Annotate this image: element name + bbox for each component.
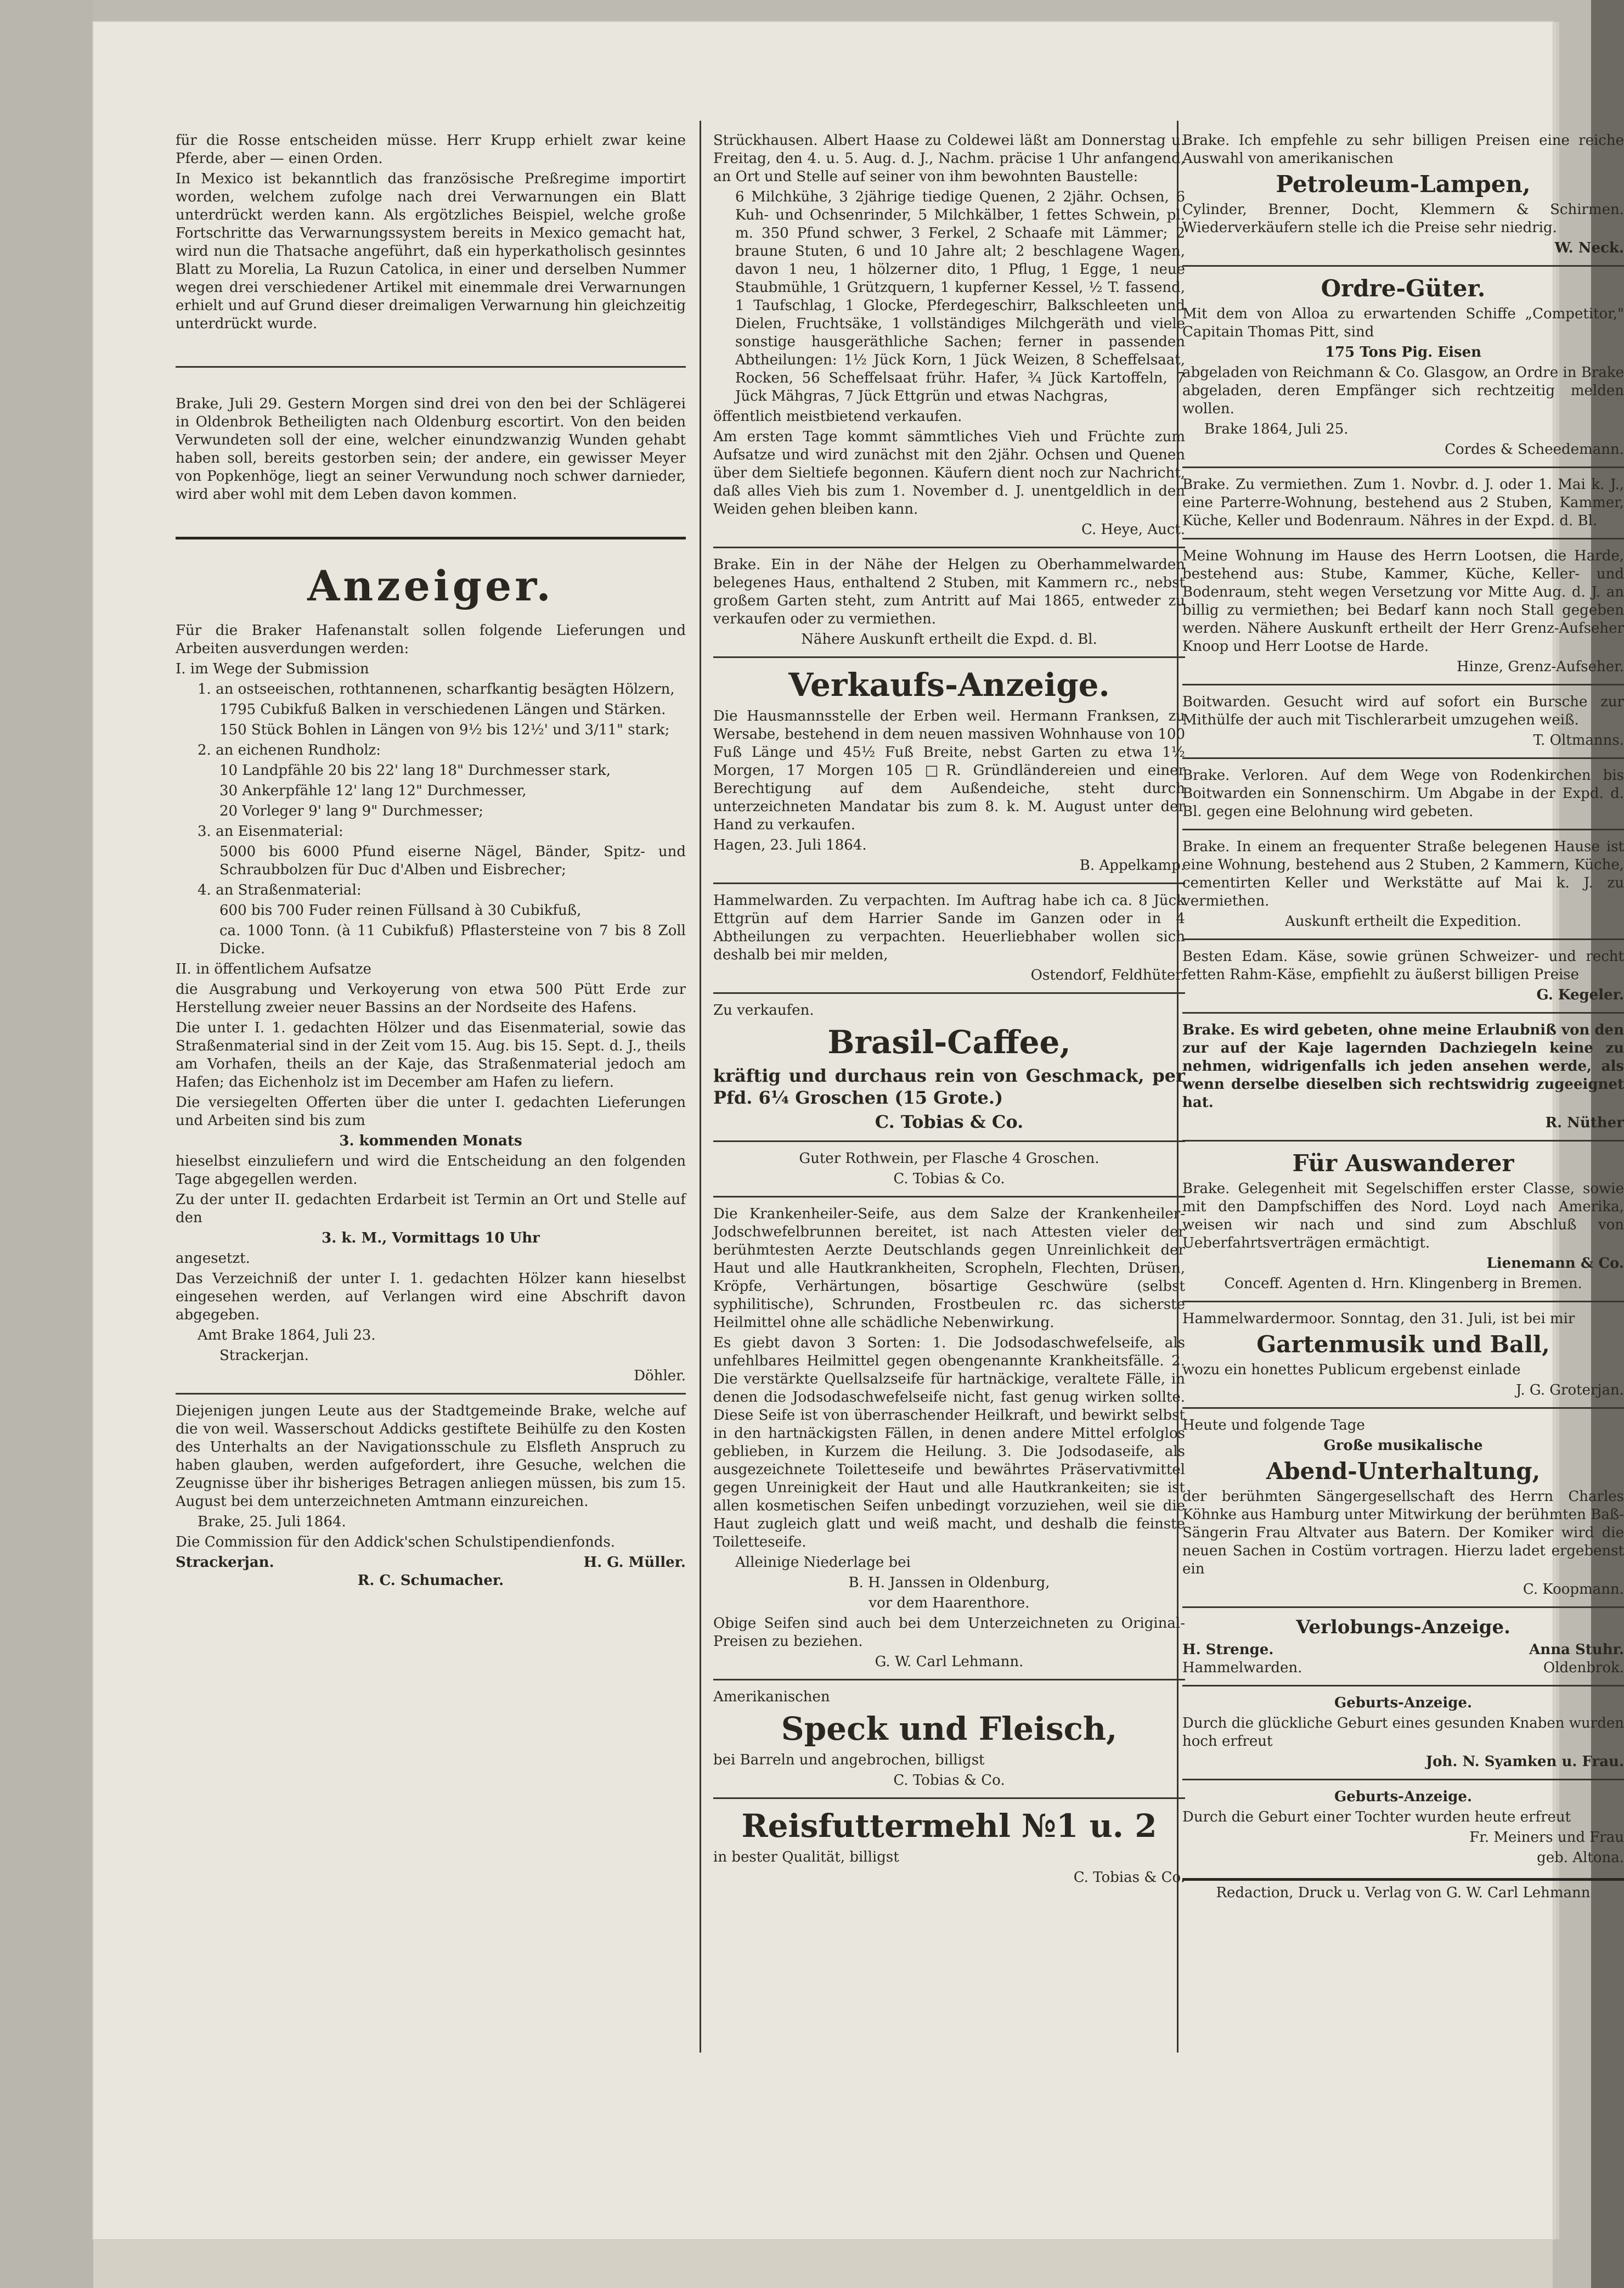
column-right bbox=[1182, 132, 1624, 2118]
tender-item-3: 3. an Eisenmaterial: bbox=[198, 823, 343, 840]
newspaper-page bbox=[93, 22, 1624, 2239]
lamp-ad-details: Cylinder, Brenner, Docht, Klemmern & Schirmen. Wiederverkäufern stelle ich die Preise sehr niedrig. bbox=[1182, 201, 1624, 236]
lease-signer: Ostendorf, Feldhüter. bbox=[1030, 967, 1185, 983]
heading-speck-fleisch: Speck und Fleisch, bbox=[781, 1710, 1118, 1747]
tender-item-1a: 1795 Cubikfuß Balken in verschiedenen Längen und Stärken. bbox=[219, 701, 666, 718]
heading-reisfuttermehl: Reisfuttermehl №1 u. 2 bbox=[741, 1807, 1157, 1845]
heading-verkaufs-anzeige: Verkaufs-Anzeige. bbox=[788, 666, 1110, 704]
lost-notice: Brake. Verloren. Auf dem Wege von Rodenkirchen bis Boitwarden ein Sonnenschirm. Um Abgabe in der Expd. d. Bl. gegen eine Belohnung wird gebeten. bbox=[1182, 767, 1624, 820]
bacon-desc: bei Barreln und angebrochen, billigst bbox=[713, 1752, 985, 1768]
stacked-pages-edge bbox=[93, 2239, 1553, 2288]
stipend-signer-2: H. G. Müller. bbox=[583, 1554, 686, 1571]
emigrant-ad: Brake. Gelegenheit mit Segelschiffen erster Classe, sowie mit den Dampfschiffen des Nord. Loyd nach Amerika, weisen wir nach und sind zum Abschluß von Ueberfahrtsverträgen ermächtigt. bbox=[1182, 1180, 1624, 1251]
heading-ordre-gueter: Ordre-Güter. bbox=[1321, 275, 1486, 302]
wanted-notice: Boitwarden. Gesucht wird auf sofort ein Bursche zur Mithülfe der auch mit Tischlerarbeit umzugehen weiß. bbox=[1182, 694, 1624, 728]
divider bbox=[1182, 938, 1624, 940]
concert-subtitle: Große musikalische bbox=[1323, 1437, 1483, 1454]
engagement-names bbox=[1182, 1641, 1624, 1659]
lease-notice: Hammelwarden. Zu verpachten. Im Auftrag habe ich ca. 8 Jück Ettgrün auf dem Harrier Sande im Ganzen oder in 4 Abtheilungen zu verpachten. Heuerliebhaber wollen sich deshalb bei mir melden, bbox=[713, 892, 1185, 963]
tender-item-2a: 10 Landpfähle 20 bis 22' lang 18" Durchmesser stark, bbox=[219, 762, 611, 779]
heading-gartenmusik: Gartenmusik und Ball, bbox=[1256, 1331, 1550, 1358]
tender-signer-2: Döhler. bbox=[634, 1368, 686, 1384]
divider bbox=[713, 882, 1185, 884]
divider bbox=[713, 1797, 1185, 1799]
cargo-date: Brake 1864, Juli 25. bbox=[1204, 421, 1349, 437]
tender-II-text: die Ausgrabung und Verkoyerung von etwa 500 Pütt Erde zur Herstellung zweier neuer Bassins an der Nordseite des Hafens. bbox=[176, 981, 686, 1016]
house-sale-info: Nähere Auskunft ertheilt die Expd. d. Bl. bbox=[801, 631, 1097, 648]
heading-birth-1: Geburts-Anzeige. bbox=[1334, 1695, 1472, 1711]
ball-host: J. G. Groterjan. bbox=[1516, 1382, 1624, 1398]
column-middle bbox=[713, 132, 1185, 2118]
divider bbox=[1182, 1606, 1624, 1608]
engagement-place-2: Oldenbrok. bbox=[1543, 1660, 1624, 1676]
cargo-notice: Mit dem von Alloa zu erwartenden Schiffe „Competitor," Capitain Thomas Pitt, sind bbox=[1182, 306, 1624, 340]
rice-seller: C. Tobias & Co. bbox=[1073, 1869, 1185, 1886]
tender-item-2b: 30 Ankerpfähle 12' lang 12" Durchmesser, bbox=[219, 783, 527, 799]
tender-intro: Für die Braker Hafenanstalt sollen folgende Lieferungen und Arbeiten ausverdungen werden: bbox=[176, 622, 686, 657]
stipend-signer-3: R. C. Schumacher. bbox=[357, 1572, 504, 1589]
heading-fuer-auswanderer: Für Auswanderer bbox=[1292, 1150, 1514, 1177]
tender-item-3a: 5000 bis 6000 Pfund eiserne Nägel, Bänder, Spitz- und Schraubbolzen für Duc d'Alben und Eisbrecher; bbox=[219, 844, 686, 878]
cargo-item: 175 Tons Pig. Eisen bbox=[1324, 344, 1482, 361]
tender-earthwork-date: 3. k. M., Vormittags 10 Uhr bbox=[322, 1230, 540, 1246]
divider bbox=[713, 656, 1185, 658]
estate-sale-date: Hagen, 23. Juli 1864. bbox=[713, 837, 867, 853]
cheese-ad: Besten Edam. Käse, sowie grünen Schweizer- und recht fetten Rahm-Käse, empfiehlt zu äußerst billigen Preise bbox=[1182, 948, 1624, 983]
house-sale-notice: Brake. Ein in der Nähe der Helgen zu Oberhammelwarden belegenes Haus, enthaltend 2 Stuben, mit Kammern rc., nebst großem Garten steht, zum Antritt auf Mai 1865, entweder zu verkaufen oder zu vermiethen. bbox=[713, 556, 1185, 627]
engagement-name-1: H. Strenge. bbox=[1182, 1641, 1274, 1658]
divider bbox=[1182, 1301, 1624, 1302]
auction-list: 6 Milchkühe, 3 2jährige tiedige Quenen, 2 2jähr. Ochsen, 6 Kuh- und Ochsenrinder, 5 Milchkälber, 1 fettes Schwein, pl. m. 350 Pfund schwer, 3 Ferkel, 2 Schaafe mit Lämmer; 2 braune Stuten, 6 und 10 Jahre alt; 2 beschlagene Wagen, davon 1 neu, 1 hölzerner dito, 1 Pflug, 1 Egge, 1 neue Staubmühle, 1 Grützquern, 1 kupferner Kessel, ½ T. fassend, 1 Taufschlag, 1 Glocke, Pferdegeschirr, Balkschleeten und Dielen, Fruchtsäke, 1 vollständiges Milchgeräth und viele sonstige hausgeräthliche Sachen; ferner in passenden Abtheilungen: 1½ Jück Korn, 1 Jück Weizen, 8 Scheffelsaat, Rocken, 56 Scheffelsaat frühr. Hafer, ¾ Jück Kartoffeln, 7 Jück Mähgras, 7 Jück Ettgrün und etwas Nachgras, bbox=[735, 189, 1185, 404]
divider bbox=[1182, 538, 1624, 539]
bacon-seller: C. Tobias & Co. bbox=[893, 1772, 1005, 1789]
heading-birth-2: Geburts-Anzeige. bbox=[1334, 1789, 1472, 1805]
rent-notice-1: Brake. Zu vermiethen. Zum 1. Novbr. d. J. oder 1. Mai k. J., eine Parterre-Wohnung, bestehend aus 2 Stuben, Kammer, Küche, Keller und Bodenraum. Nähres in der Expd. d. Bl. bbox=[1182, 476, 1624, 529]
heading-petroleum-lampen: Petroleum-Lampen, bbox=[1276, 171, 1531, 198]
soap-depot-location: vor dem Haarenthore. bbox=[869, 1595, 1030, 1611]
birth-notice-1-signer: Joh. N. Syamken u. Frau. bbox=[1425, 1753, 1624, 1770]
divider bbox=[1182, 265, 1624, 267]
auction-end: öffentlich meistbietend verkaufen. bbox=[713, 408, 962, 425]
rent-notice-3-info: Auskunft ertheilt die Expedition. bbox=[1285, 913, 1521, 930]
tender-item-1b: 150 Stück Bohlen in Längen von 9½ bis 12½' und 3/11" stark; bbox=[219, 722, 670, 738]
tender-item-4: 4. an Straßenmaterial: bbox=[198, 882, 362, 898]
rice-desc: in bester Qualität, billigst bbox=[713, 1849, 899, 1865]
divider bbox=[1182, 1140, 1624, 1142]
stipend-commission: Die Commission für den Addick'schen Schulstipendienfonds. bbox=[176, 1534, 616, 1550]
wine-ad: Guter Rothwein, per Flasche 4 Groschen. bbox=[799, 1150, 1099, 1167]
engagement-name-2: Anna Stuhr. bbox=[1529, 1641, 1624, 1658]
column-rule-1 bbox=[700, 121, 701, 2053]
lamp-ad-seller: W. Neck. bbox=[1554, 240, 1624, 256]
wanted-signer: T. Oltmanns. bbox=[1533, 732, 1624, 749]
section-heading-anzeiger: Anzeiger. bbox=[307, 561, 554, 610]
tender-item-1: 1. an ostseeischen, rothtannenen, scharfkantig besägten Hölzern, bbox=[198, 681, 675, 698]
birth-notice-2-note: geb. Altona. bbox=[1537, 1849, 1624, 1866]
cargo-signer: Cordes & Scheedemann. bbox=[1445, 441, 1624, 458]
concert-details: der berühmten Sängergesellschaft des Herrn Charles Köhnke aus Hamburg unter Mitwirkung der berühmten Baß-Sängerin Frau Altvater aus Batern. Der Komiker wird die neuen Sachen in Costüm vortragen. Hierzu ladet ergebenst ein bbox=[1182, 1488, 1624, 1577]
stipend-signer-1: Strackerjan. bbox=[176, 1554, 274, 1571]
auction-signer: C. Heye, Auct. bbox=[1081, 521, 1185, 538]
estate-sale-notice: Die Hausmannsstelle der Erben weil. Hermann Franksen, zu Wersabe, bestehend in dem neuen massiven Wohnhause von 100 Fuß Länge und 45½ Fuß Breite, nebst Garten zu etwa 1½ Morgen, 17 Morgen 105 □R. Gründländereien und einer Berechtigung auf dem Außendeiche, steht durch unterzeichneten Mandatar bis zum 8. k. M. August unter der Hand zu verkaufen. bbox=[713, 708, 1185, 833]
coffee-description: kräftig und durchaus rein von Geschmack, per Pfd. 6¼ Groschen (15 Grote.) bbox=[713, 1065, 1185, 1108]
birth-notice-2-signer: Fr. Meiners und Frau bbox=[1469, 1829, 1624, 1846]
divider bbox=[713, 1140, 1185, 1142]
tender-item-2c: 20 Vorleger 9' lang 9" Durchmesser; bbox=[219, 803, 484, 819]
column-left bbox=[176, 132, 686, 2118]
ball-invite: wozu ein honettes Publicum ergebenst einlade bbox=[1182, 1362, 1521, 1378]
divider bbox=[176, 366, 686, 368]
divider-thick bbox=[176, 537, 686, 539]
lamp-ad-intro: Brake. Ich empfehle zu sehr billigen Preisen eine reiche Auswahl von amerikanischen bbox=[1182, 132, 1624, 167]
divider bbox=[713, 547, 1185, 548]
auction-details: Am ersten Tage kommt sämmtliches Vieh und Früchte zum Aufsatze und wird zunächst mit den 2jähr. Ochsen und Quenen über dem Sieltiefe begonnen. Käufern dient noch zur Nachricht, daß alles Vieh bis zum 1. November d. J. unentgeldlich in den Weiden gehen bleiben kann. bbox=[713, 429, 1185, 518]
divider bbox=[713, 1196, 1185, 1198]
soap-local-note: Obige Seifen sind auch bei dem Unterzeichneten zu Original-Preisen zu beziehen. bbox=[713, 1615, 1185, 1650]
heading-brasil-caffee: Brasil-Caffee, bbox=[827, 1024, 1071, 1061]
rent-notice-2-signer: Hinze, Grenz-Aufseher. bbox=[1456, 659, 1624, 675]
soap-ad: Die Krankenheiler-Seife, aus dem Salze der Krankenheiler-Jodschwefelbrunnen bereitet, ist nach Attesten vieler der berühmtesten Aerzte Deutschlands gegen Unreinlichkeit der Haut und alle Hautkrankheiten, Scropheln, Flechten, Drüsen, Kröpfe, Verhärtungen, bösartige Geschwüre (selbst syphilitische), Schrunden, Frostbeulen rc. das sicherste Heilmittel ohne alle schädliche Nebenwirkung. bbox=[713, 1206, 1185, 1331]
engagement-place-1: Hammelwarden. bbox=[1182, 1660, 1302, 1676]
soap-local-seller: G. W. Carl Lehmann. bbox=[875, 1654, 1024, 1670]
auction-notice: Strückhausen. Albert Haase zu Coldewei läßt am Donnerstag u. Freitag, den 4. u. 5. Aug. d. J., Nachm. präcise 1 Uhr anfangend, an Ort und Stelle auf seiner von ihm bewohnten Baustelle: bbox=[713, 132, 1185, 185]
ball-intro: Hammelwardermoor. Sonntag, den 31. Juli, ist bei mir bbox=[1182, 1311, 1575, 1327]
tender-deadline: 3. kommenden Monats bbox=[339, 1133, 522, 1149]
coffee-intro: Zu verkaufen. bbox=[713, 1002, 814, 1019]
tender-date: Amt Brake 1864, Juli 23. bbox=[198, 1327, 376, 1343]
concert-intro: Heute und folgende Tage bbox=[1182, 1417, 1365, 1433]
tender-item-4b: ca. 1000 Tonn. (à 11 Cubikfuß) Pflastersteine von 7 bis 8 Zoll Dicke. bbox=[219, 923, 686, 957]
divider bbox=[713, 992, 1185, 994]
birth-notice-1: Durch die glückliche Geburt eines gesunden Knaben wurden hoch erfreut bbox=[1182, 1715, 1624, 1750]
cargo-details: abgeladen von Reichmann & Co. Glasgow, an Ordre in Brake abgeladen, deren Empfänger sich rechtzeitig melden wollen. bbox=[1182, 364, 1624, 417]
divider bbox=[1182, 1407, 1624, 1409]
divider bbox=[1182, 1685, 1624, 1687]
tender-signer-1: Strackerjan. bbox=[219, 1347, 309, 1364]
rent-notice-2: Meine Wohnung im Hause des Herrn Lootsen, die Harde, bestehend aus: Stube, Kammer, Küche, Keller- und Bodenraum, steht wegen Versetzung vor Mitte Aug. d. J. an billig zu vermiethen; bei Bedarf kann noch Stall gegeben werden. Nähere Auskunft ertheilt der Herr Grenz-Aufseher Knoop und Herr Lootse de Harde. bbox=[1182, 548, 1624, 655]
divider bbox=[1182, 829, 1624, 830]
divider bbox=[713, 1679, 1185, 1680]
stipend-notice: Diejenigen jungen Leute aus der Stadtgemeinde Brake, welche auf die von weil. Wasserschout Addicks gestiftete Beihülfe zu den Kosten des Unterhalts an der Navigationsschule zu Elsfleth Anspruch zu haben glauben, werden aufgefordert, ihre Gesuche, welchen die Zeugnisse über ihr bisheriges Betragen anliegen müssen, bis zum 15. August bei dem unterzeichneten Amtmann einzureichen. bbox=[176, 1403, 686, 1510]
wine-seller: C. Tobias & Co. bbox=[893, 1171, 1005, 1187]
divider-thick bbox=[1182, 1878, 1624, 1881]
divider bbox=[1182, 684, 1624, 685]
concert-host: C. Koopmann. bbox=[1522, 1581, 1624, 1598]
article-brake-news: Brake, Juli 29. Gestern Morgen sind drei von den bei der Schlägerei in Oldenbrok Betheiligten nach Oldenburg escortirt. Von den beiden Verwundeten soll der eine, welcher einundzwanzig Wunden gehabt haben soll, bereits gestorben sein; der andere, ein gewisser Meyer von Popkenhöge, liegt an seiner Verwundung noch schwer darnieder, wird aber wohl mit dem Leben davon kommen. bbox=[176, 396, 686, 503]
rent-notice-3: Brake. In einem an frequenter Straße belegenen Hause ist eine Wohnung, bestehend aus 2 Stuben, 2 Kammern, Küche, cementirten Keller und Werkstätte auf Mai k. J. zu vermiethen. bbox=[1182, 839, 1624, 909]
article-krupp: für die Rosse entscheiden müsse. Herr Krupp erhielt zwar keine Pferde, aber — einen Orden. bbox=[176, 132, 686, 167]
tender-II: II. in öffentlichem Aufsatze bbox=[176, 961, 371, 977]
tender-para-earthwork: Zu der unter II. gedachten Erdarbeit ist Termin an Ort und Stelle auf den bbox=[176, 1191, 686, 1226]
divider bbox=[1182, 1779, 1624, 1780]
divider bbox=[1182, 1012, 1624, 1014]
cheese-seller: G. Kegeler. bbox=[1536, 987, 1624, 1003]
tile-warning-signer: R. Nüther bbox=[1545, 1115, 1624, 1131]
birth-notice-2: Durch die Geburt einer Tochter wurden heute erfreut bbox=[1182, 1809, 1571, 1825]
tender-item-4a: 600 bis 700 Fuder reinen Füllsand à 30 Cubikfuß, bbox=[219, 902, 582, 919]
divider bbox=[1182, 466, 1624, 468]
tile-warning: Brake. Es wird gebeten, ohne meine Erlaubniß von den zur auf der Kaje lagernden Dachziegeln keine zu nehmen, widrigenfalls ich jeden ansehen werde, als wenn derselbe dieselben sich rechtswidrig zugeeignet hat. bbox=[1182, 1022, 1624, 1111]
tender-para-offers: Die versiegelten Offerten über die unter I. gedachten Lieferungen und Arbeiten sind bis zum bbox=[176, 1094, 686, 1129]
estate-sale-signer: B. Appelkamp. bbox=[1079, 857, 1185, 874]
article-mexico: In Mexico ist bekanntlich das französische Preßregime importirt worden, welchem zufolge nach drei Verwarnungen ein Blatt unterdrückt werden kann. Als ergötzliches Beispiel, welche große Fortschritte das Verwarnungssystem bereits in Mexico gemacht hat, wird nun die Thatsache angeführt, daß ein hyperkatholisch gesinntes Blatt zu Morelia, La Ruzun Catolica, in einer und derselben Nummer wegen drei verschiedener Artikel mit einemmale drei Verwarnungen erhielt und auf Grund dieser dreimaligen Verwarnung hin gleichzeitig unterdrückt wurde. bbox=[176, 171, 686, 332]
coffee-seller: C. Tobias & Co. bbox=[875, 1111, 1024, 1132]
heading-abend-unterhaltung: Abend-Unterhaltung, bbox=[1266, 1458, 1541, 1485]
tender-para-decision: hieselbst einzuliefern und wird die Entscheidung an den folgenden Tage abgegellen werden. bbox=[176, 1153, 686, 1188]
tender-set: angesetzt. bbox=[176, 1250, 250, 1267]
tender-para-delivery: Die unter I. 1. gedachten Hölzer und das Eisenmaterial, sowie das Straßenmaterial sind in der Zeit vom 15. Aug. bis 15. Sept. d. J., theils am Vorhafen, theils an der Kaje, das Straßenmaterial jedoch am Hafen; das Eichenholz ist im December am Hafen zu liefern. bbox=[176, 1020, 686, 1090]
emigrant-agent-note: Conceff. Agenten d. Hrn. Klingenberg in Bremen. bbox=[1224, 1275, 1582, 1292]
imprint: Redaction, Druck u. Verlag von G. W. Carl Lehmann bbox=[1216, 1885, 1591, 1901]
stipend-date: Brake, 25. Juli 1864. bbox=[198, 1514, 346, 1530]
soap-varieties: Es giebt davon 3 Sorten: 1. Die Jodsodaschwefelseife, als unfehlbares Heilmittel gegen obengenannte Krankheitsfälle. 2. Die verstärkte Quellsalzseife für hartnäckige, veraltete Fälle, in denen die Jodsodaschwefelseife nicht, fast genug wirken sollte. Diese Seife ist von überraschender Heilkraft, und bewirkt selbst in den hartnäckigsten Fällen, in denen andere Mittel erfolglos geblieben, in Kurzem die Heilung. 3. Die Jodsodaseife, als ausgezeichnete Toiletteseife und bewährtes Präservativmittel gegen Unreinigkeit der Haut und alle Hautkrankeiten; sie ist allen kosmetischen Seifen unbedingt vorzuziehen, weil sie die Haut zugleich glatt und weiß macht, und deshalb die feinste Toiletteseife. bbox=[713, 1335, 1185, 1550]
stipend-signers bbox=[176, 1554, 686, 1572]
page-edge-shadow bbox=[0, 0, 93, 2288]
soap-depot: B. H. Janssen in Oldenburg, bbox=[848, 1575, 1050, 1591]
heading-verlobungs-anzeige: Verlobungs-Anzeige. bbox=[1296, 1616, 1510, 1638]
bacon-intro: Amerikanischen bbox=[713, 1689, 830, 1705]
divider bbox=[176, 1393, 686, 1395]
tender-I: I. im Wege der Submission bbox=[176, 661, 369, 677]
tender-para-list: Das Verzeichniß der unter I. 1. gedachten Hölzer kann hieselbst eingesehen werden, auf Verlangen wird eine Abschrift davon abgegeben. bbox=[176, 1271, 686, 1323]
engagement-places bbox=[1182, 1659, 1624, 1677]
soap-depot-intro: Alleinige Niederlage bei bbox=[735, 1554, 911, 1571]
tender-item-2: 2. an eichenen Rundholz: bbox=[198, 742, 381, 758]
emigrant-agent: Lienemann & Co. bbox=[1486, 1255, 1624, 1272]
divider bbox=[1182, 757, 1624, 759]
